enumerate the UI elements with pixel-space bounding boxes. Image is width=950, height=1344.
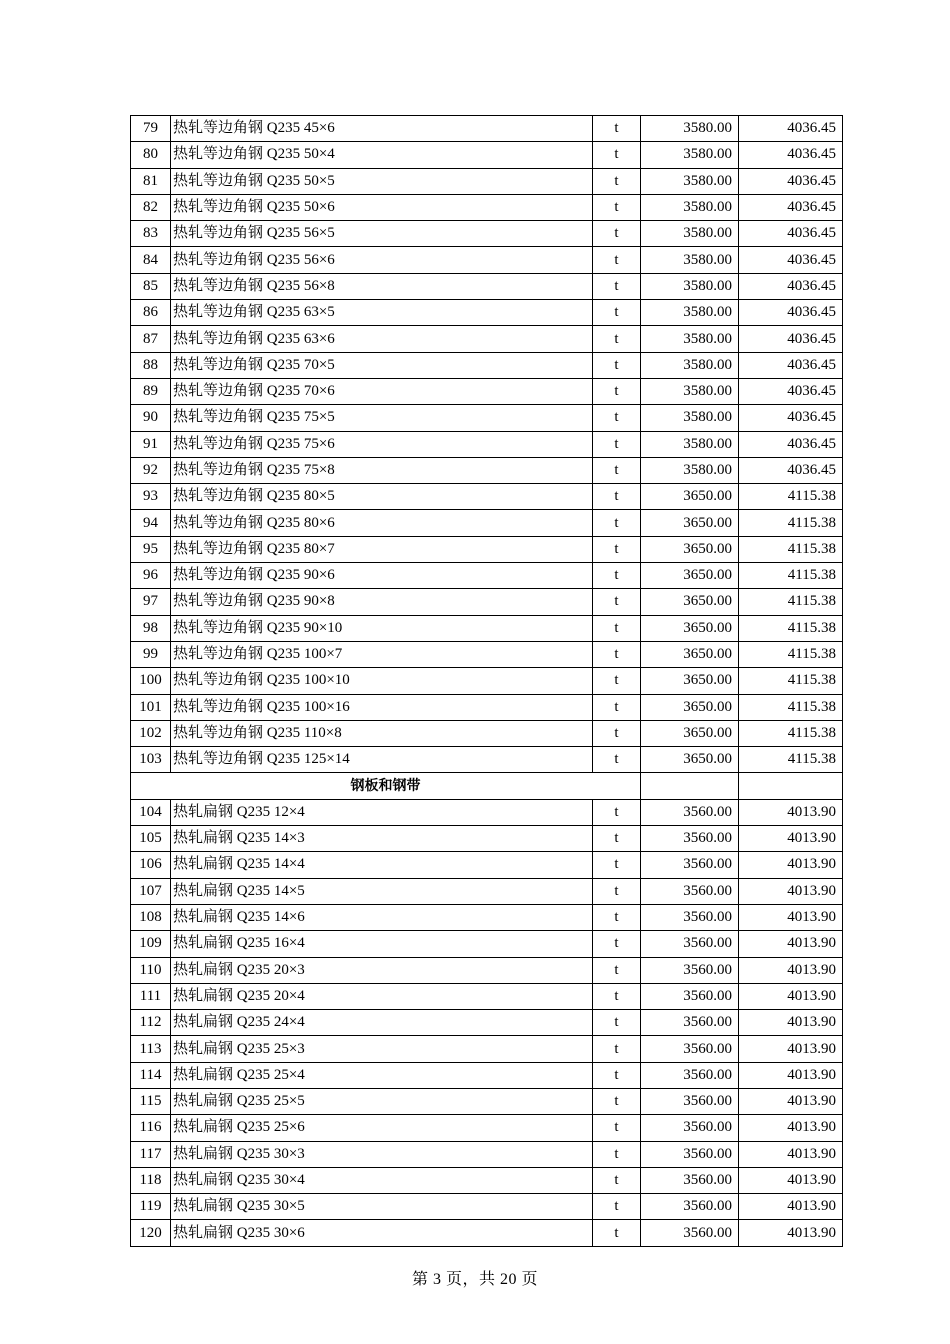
table-row	[131, 747, 843, 773]
item-name-cell: 热轧扁钢 Q235 25×4	[171, 1062, 593, 1088]
item-number-cell: 106	[131, 852, 171, 878]
item-name-cell: 热轧等边角钢 Q235 80×7	[171, 536, 593, 562]
table-row	[131, 904, 843, 930]
table-row	[131, 983, 843, 1009]
total-price-cell: 4036.45	[739, 431, 843, 457]
total-price-cell: 4013.90	[739, 1167, 843, 1193]
total-price-cell: 4013.90	[739, 799, 843, 825]
unit-cell: t	[593, 168, 641, 194]
table-row	[131, 957, 843, 983]
section-empty-cell	[641, 773, 739, 799]
price-cell: 3650.00	[641, 615, 739, 641]
table-row	[131, 1220, 843, 1246]
table-row	[131, 615, 843, 641]
item-name-cell: 热轧等边角钢 Q235 75×6	[171, 431, 593, 457]
table-row	[131, 510, 843, 536]
unit-cell: t	[593, 1141, 641, 1167]
item-number-cell: 118	[131, 1167, 171, 1193]
price-cell: 3560.00	[641, 799, 739, 825]
table-row	[131, 457, 843, 483]
unit-cell: t	[593, 116, 641, 142]
item-number-cell: 81	[131, 168, 171, 194]
total-price-cell: 4115.38	[739, 720, 843, 746]
price-cell: 3650.00	[641, 668, 739, 694]
table-row	[131, 641, 843, 667]
item-number-cell: 84	[131, 247, 171, 273]
price-cell: 3560.00	[641, 852, 739, 878]
item-number-cell: 105	[131, 826, 171, 852]
table-row	[131, 799, 843, 825]
item-name-cell: 热轧扁钢 Q235 25×5	[171, 1088, 593, 1114]
unit-cell: t	[593, 247, 641, 273]
item-number-cell: 116	[131, 1115, 171, 1141]
item-number-cell: 115	[131, 1088, 171, 1114]
unit-cell: t	[593, 931, 641, 957]
total-price-cell: 4013.90	[739, 904, 843, 930]
table-row	[131, 300, 843, 326]
total-price-cell: 4115.38	[739, 641, 843, 667]
price-cell: 3650.00	[641, 563, 739, 589]
item-name-cell: 热轧等边角钢 Q235 56×6	[171, 247, 593, 273]
table-row	[131, 247, 843, 273]
item-number-cell: 95	[131, 536, 171, 562]
unit-cell: t	[593, 352, 641, 378]
total-price-cell: 4013.90	[739, 957, 843, 983]
total-price-cell: 4115.38	[739, 615, 843, 641]
unit-cell: t	[593, 221, 641, 247]
price-cell: 3560.00	[641, 1062, 739, 1088]
table-row	[131, 221, 843, 247]
table-row	[131, 1167, 843, 1193]
table-row	[131, 194, 843, 220]
price-cell: 3560.00	[641, 878, 739, 904]
section-row	[131, 773, 843, 799]
table-row	[131, 1010, 843, 1036]
item-number-cell: 100	[131, 668, 171, 694]
item-number-cell: 104	[131, 799, 171, 825]
item-number-cell: 90	[131, 405, 171, 431]
item-name-cell: 热轧等边角钢 Q235 75×8	[171, 457, 593, 483]
price-cell: 3580.00	[641, 352, 739, 378]
item-name-cell: 热轧扁钢 Q235 25×3	[171, 1036, 593, 1062]
item-number-cell: 93	[131, 484, 171, 510]
price-cell: 3650.00	[641, 694, 739, 720]
item-name-cell: 热轧等边角钢 Q235 100×7	[171, 641, 593, 667]
unit-cell: t	[593, 878, 641, 904]
total-price-cell: 4013.90	[739, 1115, 843, 1141]
item-name-cell: 热轧等边角钢 Q235 80×5	[171, 484, 593, 510]
unit-cell: t	[593, 694, 641, 720]
table-row	[131, 563, 843, 589]
item-name-cell: 热轧等边角钢 Q235 56×5	[171, 221, 593, 247]
table-row	[131, 852, 843, 878]
item-name-cell: 热轧扁钢 Q235 14×6	[171, 904, 593, 930]
unit-cell: t	[593, 510, 641, 536]
price-cell: 3560.00	[641, 1167, 739, 1193]
total-price-cell: 4115.38	[739, 747, 843, 773]
item-name-cell: 热轧等边角钢 Q235 50×5	[171, 168, 593, 194]
item-number-cell: 88	[131, 352, 171, 378]
unit-cell: t	[593, 957, 641, 983]
price-table-rows-b	[131, 799, 843, 1246]
price-cell: 3650.00	[641, 641, 739, 667]
table-row	[131, 352, 843, 378]
table-row	[131, 484, 843, 510]
price-cell: 3580.00	[641, 378, 739, 404]
item-number-cell: 108	[131, 904, 171, 930]
unit-cell: t	[593, 326, 641, 352]
item-name-cell: 热轧等边角钢 Q235 110×8	[171, 720, 593, 746]
item-name-cell: 热轧等边角钢 Q235 70×6	[171, 378, 593, 404]
item-name-cell: 热轧扁钢 Q235 14×3	[171, 826, 593, 852]
total-price-cell: 4036.45	[739, 378, 843, 404]
item-name-cell: 热轧等边角钢 Q235 90×6	[171, 563, 593, 589]
unit-cell: t	[593, 668, 641, 694]
item-number-cell: 79	[131, 116, 171, 142]
item-number-cell: 114	[131, 1062, 171, 1088]
price-cell: 3650.00	[641, 747, 739, 773]
item-name-cell: 热轧扁钢 Q235 12×4	[171, 799, 593, 825]
price-cell: 3560.00	[641, 983, 739, 1009]
table-row	[131, 878, 843, 904]
item-number-cell: 103	[131, 747, 171, 773]
total-price-cell: 4115.38	[739, 510, 843, 536]
unit-cell: t	[593, 1167, 641, 1193]
unit-cell: t	[593, 536, 641, 562]
price-cell: 3650.00	[641, 720, 739, 746]
unit-cell: t	[593, 799, 641, 825]
unit-cell: t	[593, 983, 641, 1009]
table-row	[131, 720, 843, 746]
total-price-cell: 4115.38	[739, 668, 843, 694]
table-row	[131, 142, 843, 168]
item-number-cell: 119	[131, 1194, 171, 1220]
price-cell: 3580.00	[641, 168, 739, 194]
table-row	[131, 668, 843, 694]
price-cell: 3580.00	[641, 273, 739, 299]
price-cell: 3580.00	[641, 431, 739, 457]
item-number-cell: 120	[131, 1220, 171, 1246]
price-cell: 3580.00	[641, 221, 739, 247]
price-cell: 3650.00	[641, 536, 739, 562]
item-number-cell: 87	[131, 326, 171, 352]
item-number-cell: 109	[131, 931, 171, 957]
total-price-cell: 4036.45	[739, 247, 843, 273]
total-price-cell: 4013.90	[739, 1141, 843, 1167]
section-title: 钢板和钢带	[131, 773, 641, 799]
unit-cell: t	[593, 1088, 641, 1114]
item-number-cell: 94	[131, 510, 171, 536]
total-price-cell: 4013.90	[739, 931, 843, 957]
item-number-cell: 85	[131, 273, 171, 299]
total-price-cell: 4013.90	[739, 983, 843, 1009]
total-price-cell: 4036.45	[739, 168, 843, 194]
total-price-cell: 4013.90	[739, 1194, 843, 1220]
total-price-cell: 4036.45	[739, 352, 843, 378]
table-row	[131, 326, 843, 352]
total-price-cell: 4036.45	[739, 116, 843, 142]
item-number-cell: 89	[131, 378, 171, 404]
total-price-cell: 4013.90	[739, 1036, 843, 1062]
item-name-cell: 热轧扁钢 Q235 24×4	[171, 1010, 593, 1036]
price-cell: 3560.00	[641, 1010, 739, 1036]
item-name-cell: 热轧扁钢 Q235 16×4	[171, 931, 593, 957]
unit-cell: t	[593, 720, 641, 746]
unit-cell: t	[593, 641, 641, 667]
total-price-cell: 4013.90	[739, 1062, 843, 1088]
item-name-cell: 热轧等边角钢 Q235 50×6	[171, 194, 593, 220]
item-number-cell: 107	[131, 878, 171, 904]
table-row	[131, 1088, 843, 1114]
price-cell: 3560.00	[641, 1220, 739, 1246]
item-name-cell: 热轧等边角钢 Q235 90×8	[171, 589, 593, 615]
total-price-cell: 4115.38	[739, 563, 843, 589]
unit-cell: t	[593, 194, 641, 220]
table-row	[131, 694, 843, 720]
total-price-cell: 4013.90	[739, 1010, 843, 1036]
total-price-cell: 4036.45	[739, 273, 843, 299]
unit-cell: t	[593, 563, 641, 589]
table-row	[131, 168, 843, 194]
item-name-cell: 热轧扁钢 Q235 20×4	[171, 983, 593, 1009]
item-name-cell: 热轧等边角钢 Q235 100×10	[171, 668, 593, 694]
unit-cell: t	[593, 852, 641, 878]
price-cell: 3560.00	[641, 1088, 739, 1114]
item-name-cell: 热轧扁钢 Q235 30×4	[171, 1167, 593, 1193]
price-table	[130, 115, 843, 1247]
section-header	[131, 773, 843, 799]
item-number-cell: 99	[131, 641, 171, 667]
table-row	[131, 826, 843, 852]
table-row	[131, 1062, 843, 1088]
price-cell: 3580.00	[641, 405, 739, 431]
unit-cell: t	[593, 1220, 641, 1246]
table-row	[131, 116, 843, 142]
item-name-cell: 热轧等边角钢 Q235 50×4	[171, 142, 593, 168]
item-number-cell: 83	[131, 221, 171, 247]
unit-cell: t	[593, 431, 641, 457]
total-price-cell: 4036.45	[739, 300, 843, 326]
price-cell: 3580.00	[641, 247, 739, 273]
price-cell: 3560.00	[641, 826, 739, 852]
price-cell: 3560.00	[641, 1036, 739, 1062]
table-row	[131, 1194, 843, 1220]
table-row	[131, 273, 843, 299]
item-name-cell: 热轧扁钢 Q235 25×6	[171, 1115, 593, 1141]
price-cell: 3560.00	[641, 1194, 739, 1220]
price-cell: 3580.00	[641, 194, 739, 220]
item-number-cell: 98	[131, 615, 171, 641]
unit-cell: t	[593, 300, 641, 326]
table-row	[131, 1115, 843, 1141]
total-price-cell: 4013.90	[739, 878, 843, 904]
unit-cell: t	[593, 378, 641, 404]
item-number-cell: 80	[131, 142, 171, 168]
total-price-cell: 4036.45	[739, 457, 843, 483]
total-price-cell: 4013.90	[739, 1220, 843, 1246]
item-number-cell: 86	[131, 300, 171, 326]
unit-cell: t	[593, 1036, 641, 1062]
unit-cell: t	[593, 589, 641, 615]
total-price-cell: 4115.38	[739, 484, 843, 510]
item-name-cell: 热轧等边角钢 Q235 100×16	[171, 694, 593, 720]
unit-cell: t	[593, 1194, 641, 1220]
item-number-cell: 92	[131, 457, 171, 483]
unit-cell: t	[593, 1115, 641, 1141]
section-empty-cell	[739, 773, 843, 799]
price-cell: 3580.00	[641, 457, 739, 483]
unit-cell: t	[593, 142, 641, 168]
total-price-cell: 4036.45	[739, 221, 843, 247]
total-price-cell: 4013.90	[739, 852, 843, 878]
item-number-cell: 110	[131, 957, 171, 983]
unit-cell: t	[593, 1010, 641, 1036]
unit-cell: t	[593, 484, 641, 510]
item-name-cell: 热轧扁钢 Q235 30×3	[171, 1141, 593, 1167]
item-name-cell: 热轧扁钢 Q235 14×5	[171, 878, 593, 904]
price-cell: 3580.00	[641, 142, 739, 168]
price-table-rows-a	[131, 116, 843, 773]
item-name-cell: 热轧等边角钢 Q235 45×6	[171, 116, 593, 142]
total-price-cell: 4013.90	[739, 826, 843, 852]
item-name-cell: 热轧扁钢 Q235 30×6	[171, 1220, 593, 1246]
price-cell: 3560.00	[641, 1115, 739, 1141]
total-price-cell: 4036.45	[739, 326, 843, 352]
unit-cell: t	[593, 1062, 641, 1088]
total-price-cell: 4036.45	[739, 142, 843, 168]
unit-cell: t	[593, 615, 641, 641]
total-price-cell: 4036.45	[739, 405, 843, 431]
item-number-cell: 91	[131, 431, 171, 457]
table-row	[131, 1141, 843, 1167]
table-row	[131, 405, 843, 431]
page-footer: 第 3 页，共 20 页	[411, 1271, 538, 1288]
item-name-cell: 热轧扁钢 Q235 14×4	[171, 852, 593, 878]
price-cell: 3580.00	[641, 326, 739, 352]
unit-cell: t	[593, 273, 641, 299]
table-row	[131, 931, 843, 957]
total-price-cell: 4036.45	[739, 194, 843, 220]
table-row	[131, 1036, 843, 1062]
item-name-cell: 热轧等边角钢 Q235 70×5	[171, 352, 593, 378]
item-number-cell: 101	[131, 694, 171, 720]
price-cell: 3580.00	[641, 300, 739, 326]
total-price-cell: 4115.38	[739, 694, 843, 720]
item-name-cell: 热轧等边角钢 Q235 63×5	[171, 300, 593, 326]
item-name-cell: 热轧等边角钢 Q235 75×5	[171, 405, 593, 431]
price-cell: 3650.00	[641, 589, 739, 615]
total-price-cell: 4115.38	[739, 536, 843, 562]
item-name-cell: 热轧扁钢 Q235 20×3	[171, 957, 593, 983]
price-cell: 3650.00	[641, 510, 739, 536]
table-row	[131, 589, 843, 615]
unit-cell: t	[593, 904, 641, 930]
total-price-cell: 4013.90	[739, 1088, 843, 1114]
item-name-cell: 热轧等边角钢 Q235 63×6	[171, 326, 593, 352]
item-number-cell: 112	[131, 1010, 171, 1036]
item-name-cell: 热轧等边角钢 Q235 90×10	[171, 615, 593, 641]
price-cell: 3650.00	[641, 484, 739, 510]
unit-cell: t	[593, 457, 641, 483]
item-number-cell: 96	[131, 563, 171, 589]
table-row	[131, 378, 843, 404]
item-name-cell: 热轧等边角钢 Q235 56×8	[171, 273, 593, 299]
item-number-cell: 113	[131, 1036, 171, 1062]
price-cell: 3560.00	[641, 957, 739, 983]
unit-cell: t	[593, 747, 641, 773]
price-cell: 3580.00	[641, 116, 739, 142]
table-row	[131, 431, 843, 457]
item-number-cell: 97	[131, 589, 171, 615]
item-number-cell: 82	[131, 194, 171, 220]
unit-cell: t	[593, 405, 641, 431]
price-cell: 3560.00	[641, 904, 739, 930]
item-number-cell: 117	[131, 1141, 171, 1167]
item-name-cell: 热轧等边角钢 Q235 125×14	[171, 747, 593, 773]
item-name-cell: 热轧扁钢 Q235 30×5	[171, 1194, 593, 1220]
price-cell: 3560.00	[641, 1141, 739, 1167]
total-price-cell: 4115.38	[739, 589, 843, 615]
item-number-cell: 102	[131, 720, 171, 746]
item-number-cell: 111	[131, 983, 171, 1009]
item-name-cell: 热轧等边角钢 Q235 80×6	[171, 510, 593, 536]
table-row	[131, 536, 843, 562]
price-cell: 3560.00	[641, 931, 739, 957]
unit-cell: t	[593, 826, 641, 852]
